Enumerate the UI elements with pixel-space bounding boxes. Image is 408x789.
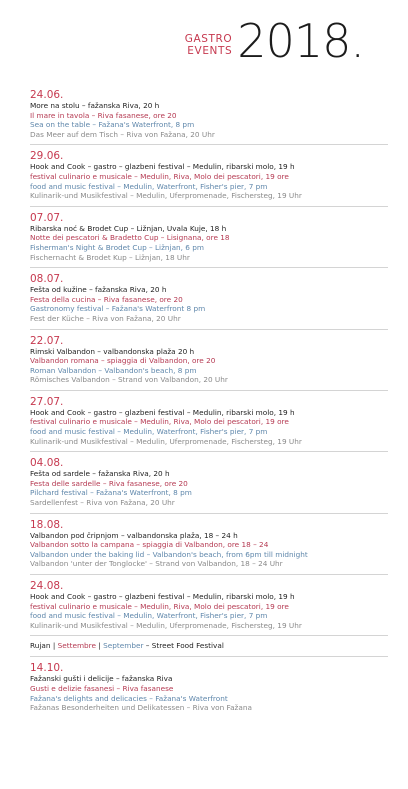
header (184, 14, 364, 68)
event-line-it: festival culinario e musicale – Medulin, Riva, Molo dei pescatori, 19 ore (30, 417, 289, 427)
divider (30, 451, 388, 452)
event-line-hr: Rimski Valbandon – valbandonska plaža 20 h (30, 346, 195, 356)
event-line-hr: Hook and Cook – gastro – glazbeni festival – Medulin, ribarski molo, 19 h (30, 592, 295, 601)
event-line-hr: Fažanski gušti i delicije – fažanska Riva (30, 674, 173, 684)
special-month-it: Settembre (57, 641, 97, 651)
event-block (30, 335, 388, 385)
divider (30, 267, 388, 268)
event-line-hr: Hook and Cook – gastro – glazbeni festival – Medulin, ribarski molo, 19 h (30, 162, 295, 172)
divider (30, 329, 388, 330)
event-date: 14.10. (30, 662, 64, 675)
divider (30, 656, 388, 657)
event-line-en: Gastronomy festival – Fažana's Waterfront 8 pm (30, 304, 206, 314)
event-line-it: Notte dei pescatori & Bradetto Cup – Lisignana, ore 18 (30, 233, 230, 243)
divider (30, 574, 388, 575)
event-date: 18.08. (30, 518, 64, 531)
event-line-en: food and music festival – Medulin, Waterfront, Fisher's pier, 7 pm (30, 611, 268, 621)
event-line-it: Festa delle sardelle – Riva fasanese, ore 20 (30, 478, 188, 488)
event-line-en: food and music festival – Medulin, Waterfront, Fisher's pier, 7 pm (30, 427, 268, 437)
event-line-hr: Fešta od kužine – fažanska Riva, 20 h (30, 285, 167, 295)
event-date: 04.08. (30, 457, 64, 470)
event-line-de: Fažanas Besonderheiten und Delikatessen – Riva von Fažana (30, 703, 252, 713)
event-line-en: Pilchard festival – Fažana's Waterfront, 8 pm (30, 488, 192, 498)
event-block (30, 580, 388, 630)
event-container (30, 89, 388, 636)
header-year: 2018. (237, 14, 364, 68)
event-block (30, 150, 388, 200)
event-line-de: Valbandon 'unter der Tonglocke' – Strand von Valbandon, 18 – 24 Uhr (30, 559, 283, 569)
separator: | (50, 641, 58, 651)
event-date: 07.07. (30, 211, 64, 224)
event-line-en: food and music festival – Medulin, Waterfront, Fisher's pier, 7 pm (30, 181, 268, 191)
separator: | (96, 641, 104, 651)
event-14-10 (30, 662, 388, 712)
dash: – (143, 641, 152, 651)
event-line-en: Roman Valbandon – Valbandon's beach, 8 pm (30, 365, 197, 375)
event-block (30, 212, 388, 262)
event-block (30, 457, 388, 507)
event-line-en: Sea on the table – Fažana's Waterfront, 8 pm (30, 120, 195, 130)
event-line-hr: Valbandon pod čripnjom – valbandonska plaža, 18 – 24 h (30, 530, 238, 540)
divider (30, 513, 388, 514)
event-line-en: Valbandon under the baking lid – Valbandon's beach, from 6pm till midnight (30, 549, 308, 559)
event-line-de: Kulinarik-und Musikfestival – Medulin, Uferpromenade, Fischersteg, 19 Uhr (30, 620, 302, 630)
event-date: 27.07. (30, 395, 64, 408)
event-line-en: Fažana's delights and delicacies – Fažana's Waterfront (30, 693, 228, 703)
special-title: Street Food Festival (151, 641, 224, 651)
event-line-hr: Fešta od sardele – fažanska Riva, 20 h (30, 469, 170, 479)
events-list (30, 89, 388, 713)
event-date: 29.06. (30, 150, 64, 163)
event-block (30, 273, 388, 323)
header-events: EVENTS (187, 45, 233, 57)
event-line-hr: More na stolu – fažanska Riva, 20 h (30, 101, 160, 110)
event-block (30, 519, 388, 569)
event-line-it: Festa della cucina – Riva fasanese, ore 20 (30, 294, 183, 304)
event-date: 24.08. (30, 580, 64, 592)
event-date: 08.07. (30, 273, 64, 286)
event-line-de: Römisches Valbandon – Strand von Valbandon, 20 Uhr (30, 375, 228, 385)
special-month-hr: Rujan (30, 641, 51, 651)
event-line-de: Kulinarik-und Musikfestival – Medulin, Uferpromenade, Fischersteg, 19 Uhr (30, 191, 302, 201)
event-line-de: Kulinarik-und Musikfestival – Medulin, Uferpromenade, Fischersteg, 19 Uhr (30, 436, 302, 446)
event-date: 22.07. (30, 334, 64, 347)
event-line-de: Fest der Küche – Riva von Fažana, 20 Uhr (30, 313, 181, 323)
event-line-it: Gusti e delizie fasanesi – Riva fasanese (30, 683, 174, 693)
event-line-hr: Hook and Cook – gastro – glazbeni festival – Medulin, ribarski molo, 19 h (30, 407, 295, 417)
event-line-de: Fischernacht & Brodet Kup – Ližnjan, 18 Uhr (30, 252, 190, 262)
event-block (30, 89, 388, 139)
event-line-en: Fisherman's Night & Brodet Cup – Ližnjan, 6 pm (30, 242, 205, 252)
divider (30, 635, 388, 636)
event-line-hr: Ribarska noć & Brodet Cup – Ližnjan, Uvala Kuje, 18 h (30, 223, 227, 233)
event-block (30, 396, 388, 446)
event-line-it: festival culinario e musicale – Medulin, Riva, Molo dei pescatori, 19 ore (30, 171, 289, 181)
event-line-it: Valbandon sotto la campana – spiaggia di Valbandon, ore 18 – 24 (30, 540, 269, 550)
header-gastro: GASTRO (184, 33, 233, 45)
event-line-it: Il mare in tavola – Riva fasanese, ore 20 (30, 110, 177, 120)
divider (30, 144, 388, 145)
event-line-it: festival culinario e musicale – Medulin, Riva, Molo dei pescatori, 19 ore (30, 601, 289, 611)
special-event-september (30, 641, 388, 651)
divider (30, 390, 388, 391)
event-line-de: Sardellenfest – Riva von Fažana, 20 Uhr (30, 498, 175, 508)
event-line-de: Das Meer auf dem Tisch – Riva von Fažana, 20 Uhr (30, 129, 215, 139)
special-month-en: September (103, 641, 144, 651)
divider (30, 206, 388, 207)
event-date: 24.06. (30, 89, 64, 101)
event-line-it: Valbandon romana – spiaggia di Valbandon, ore 20 (30, 356, 216, 366)
header-subtitle (185, 33, 233, 57)
